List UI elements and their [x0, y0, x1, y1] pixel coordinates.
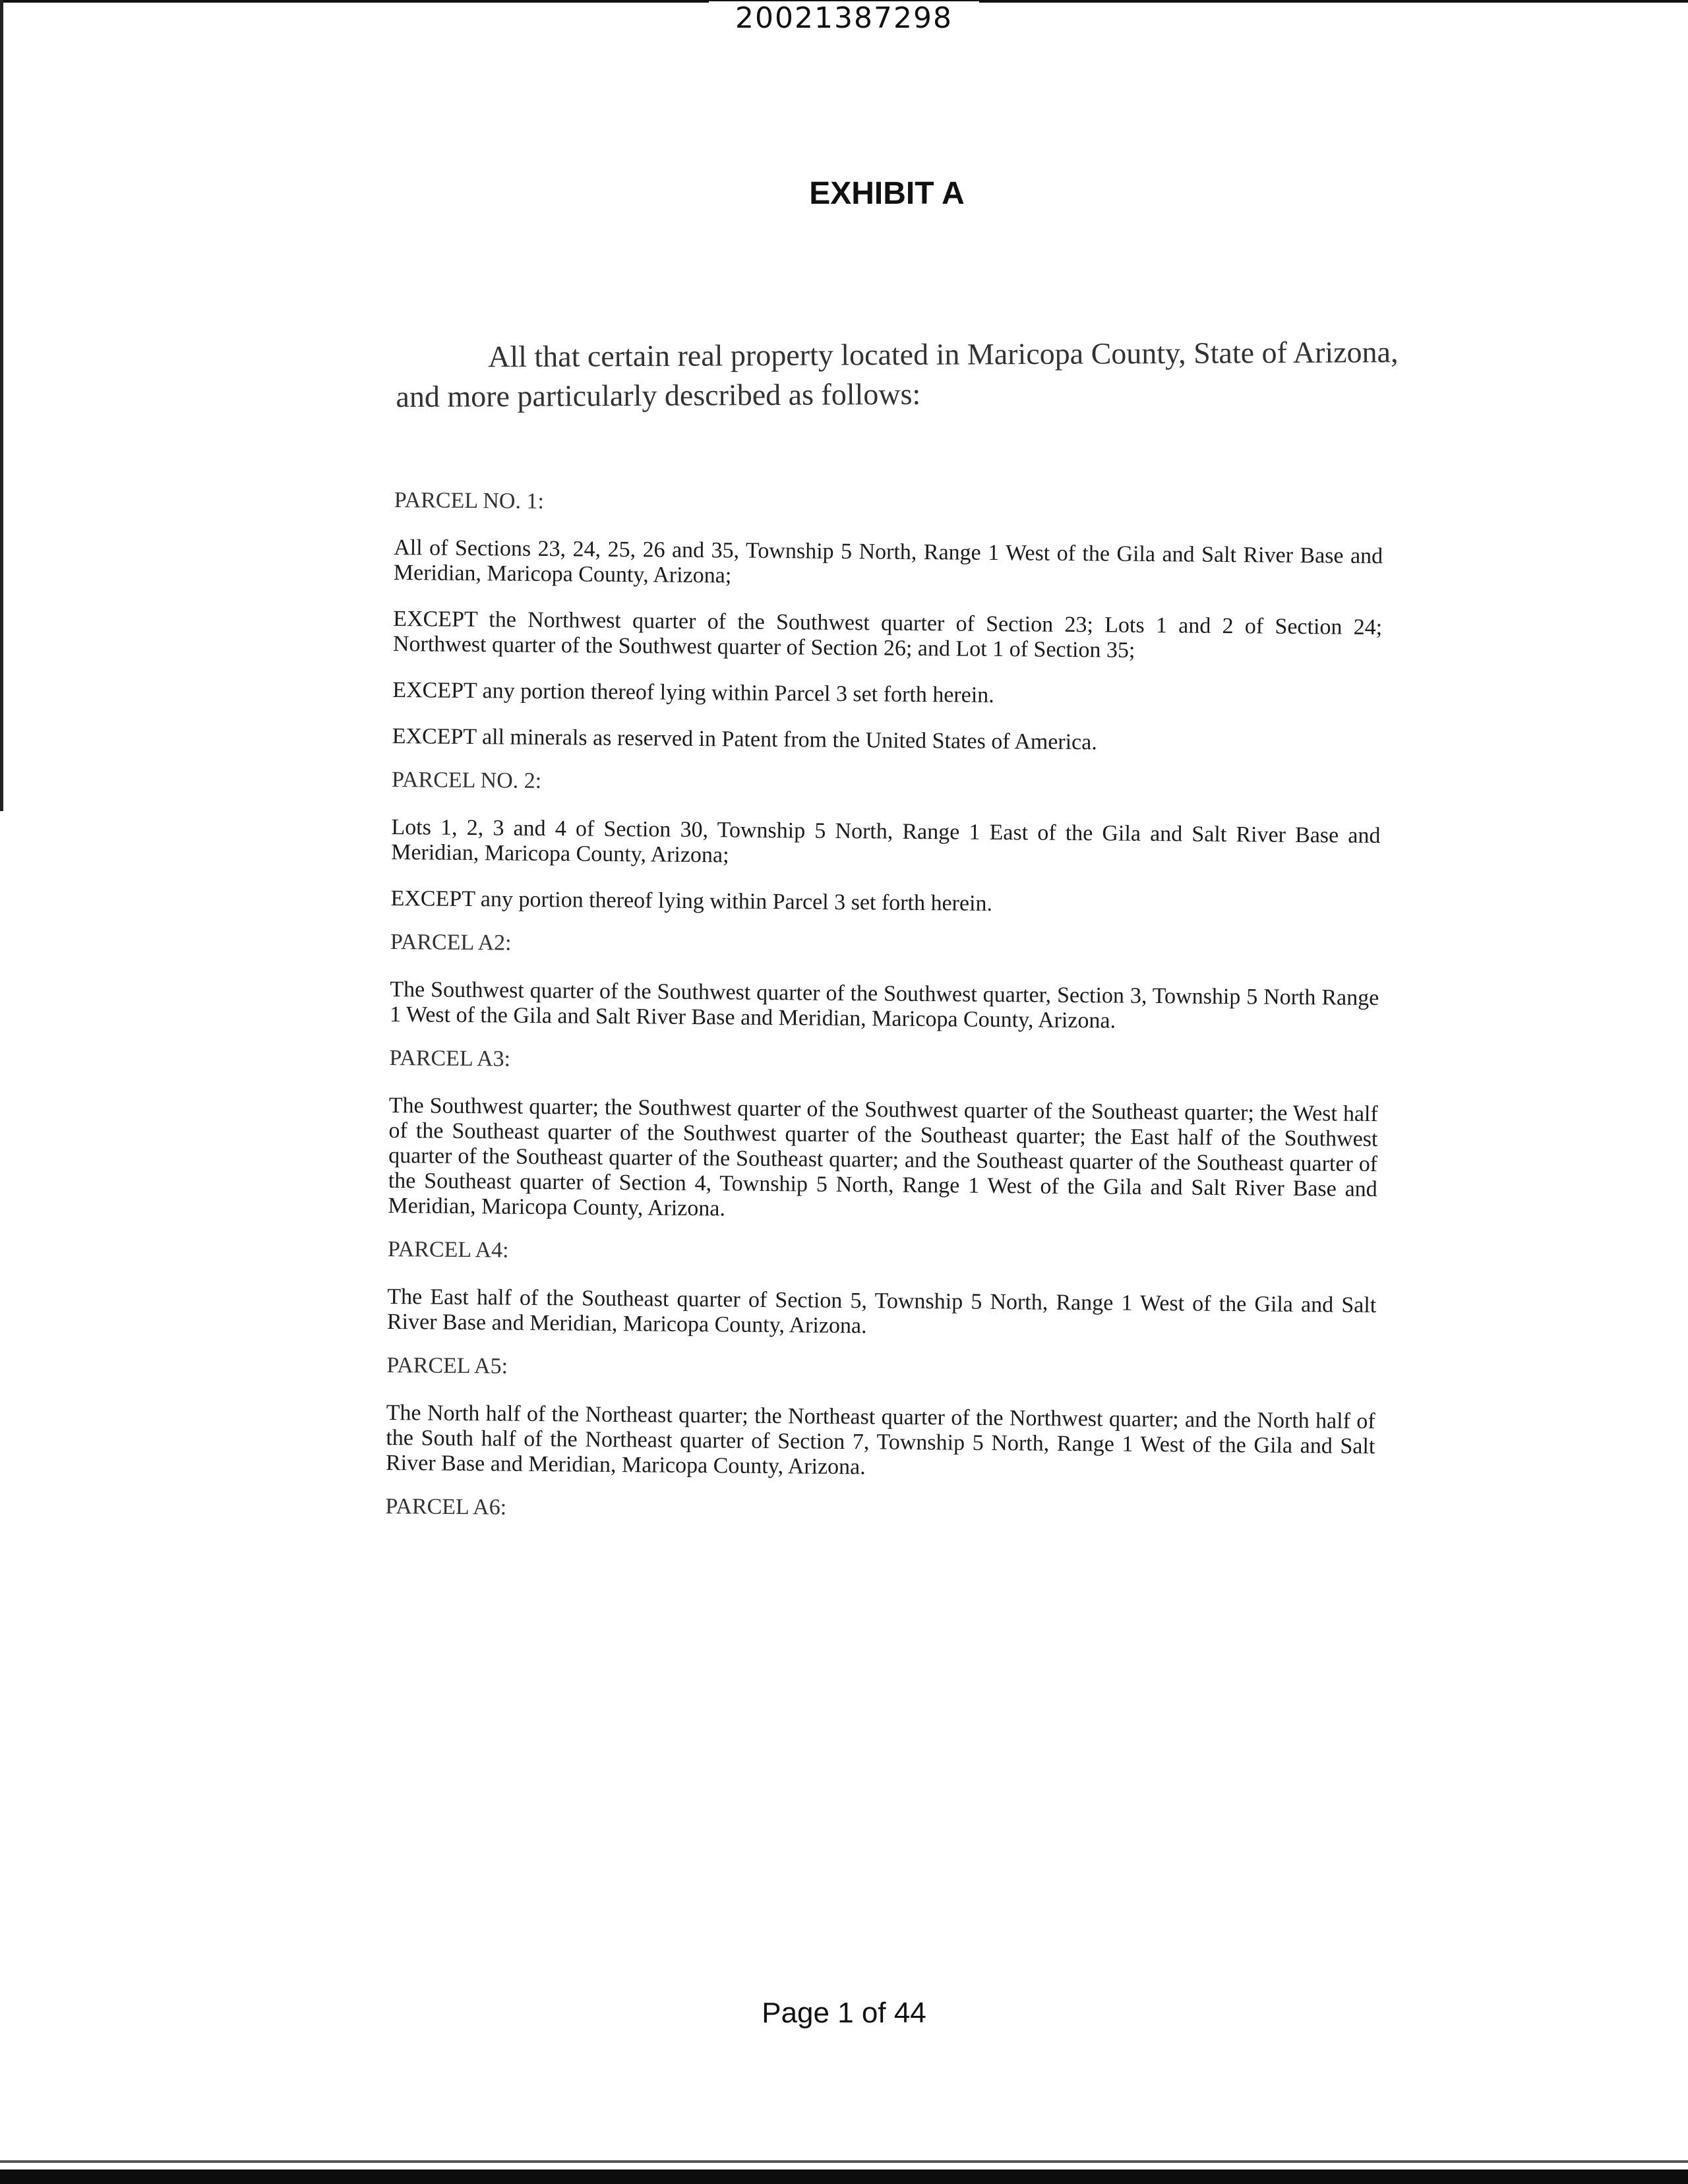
intro-line-1: All that certain real property located in Maricopa County, State of Arizona, — [488, 335, 1399, 374]
legal-paragraph: The East half of the Southeast quarter of Section 5, Township 5 North, Range 1 West of the Gila and Salt River Base and Meridian, Maricopa County, Arizona. — [386, 1284, 1377, 1339]
recording-number-text: 20021387298 — [709, 1, 979, 35]
parcel-heading: PARCEL A5: — [386, 1352, 508, 1379]
scan-left-edge — [0, 0, 3, 811]
parcel-heading: PARCEL NO. 1: — [394, 488, 545, 514]
scan-bottom-band — [0, 2169, 1688, 2184]
legal-paragraph: EXCEPT any portion thereof lying within Parcel 3 set forth herein. — [390, 886, 993, 916]
intro-line-2: and more particularly described as follows: — [396, 377, 921, 413]
page-number: Page 1 of 44 — [762, 1997, 926, 2029]
legal-paragraph: EXCEPT the Northwest quarter of the Southwest quarter of Section 23; Lots 1 and 2 of Section 24; Northwest quarter of the Southwest quarter of Section 26; and Lot 1 of Section 35; — [392, 606, 1383, 663]
scan-bottom-line — [0, 2160, 1688, 2163]
parcel-heading: PARCEL A6: — [385, 1494, 507, 1520]
legal-description — [385, 488, 1383, 1528]
legal-paragraph: Lots 1, 2, 3 and 4 of Section 30, Township 5 North, Range 1 East of the Gila and Salt River Base and Meridian, Maricopa County, Arizona; — [391, 814, 1381, 868]
legal-paragraph: All of Sections 23, 24, 25, 26 and 35, Township 5 North, Range 1 West of the Gila and Salt River Base and Meridian, Maricopa County, Arizona; — [393, 535, 1383, 588]
parcel-heading: PARCEL A2: — [390, 929, 512, 956]
legal-paragraph: The Southwest quarter; the Southwest quarter of the Southwest quarter of the Southeast quarter; the West half of the Southeast quarter of the Southwest quarter of the Southeast quarter; the East half of the Southwest quarter of the Southeast quarter of the Southeast quarter; and the Southeast quarter of the Southeast quarter of the Southeast quarter of Section 4, Township 5 North, Range 1 West of the Gila and Salt River Base and Meridian, Maricopa County, Arizona. — [388, 1093, 1378, 1221]
recording-number — [0, 1, 1688, 35]
parcel-heading: PARCEL NO. 2: — [391, 767, 542, 793]
exhibit-title: EXHIBIT A — [809, 176, 965, 211]
legal-paragraph: The North half of the Northeast quarter; the Northeast quarter of the Northwest quarter; and the North half of the South half of the Northeast quarter of Section 7, Township 5 North, Range 1 West of the Gila and Salt River Base and Meridian, Maricopa County, Arizona. — [385, 1400, 1375, 1480]
parcel-heading: PARCEL A4: — [387, 1236, 509, 1263]
parcel-heading: PARCEL A3: — [389, 1045, 511, 1072]
legal-paragraph: EXCEPT any portion thereof lying within Parcel 3 set forth herein. — [392, 677, 994, 708]
legal-paragraph: EXCEPT all minerals as reserved in Patent from the United States of America. — [392, 723, 1098, 755]
legal-paragraph: The Southwest quarter of the Southwest quarter of the Southwest quarter, Section 3, Township 5 North Range 1 West of the Gila and Salt River Base and Meridian, Maricopa County, Arizona. — [389, 977, 1379, 1033]
intro-paragraph — [396, 332, 1464, 417]
